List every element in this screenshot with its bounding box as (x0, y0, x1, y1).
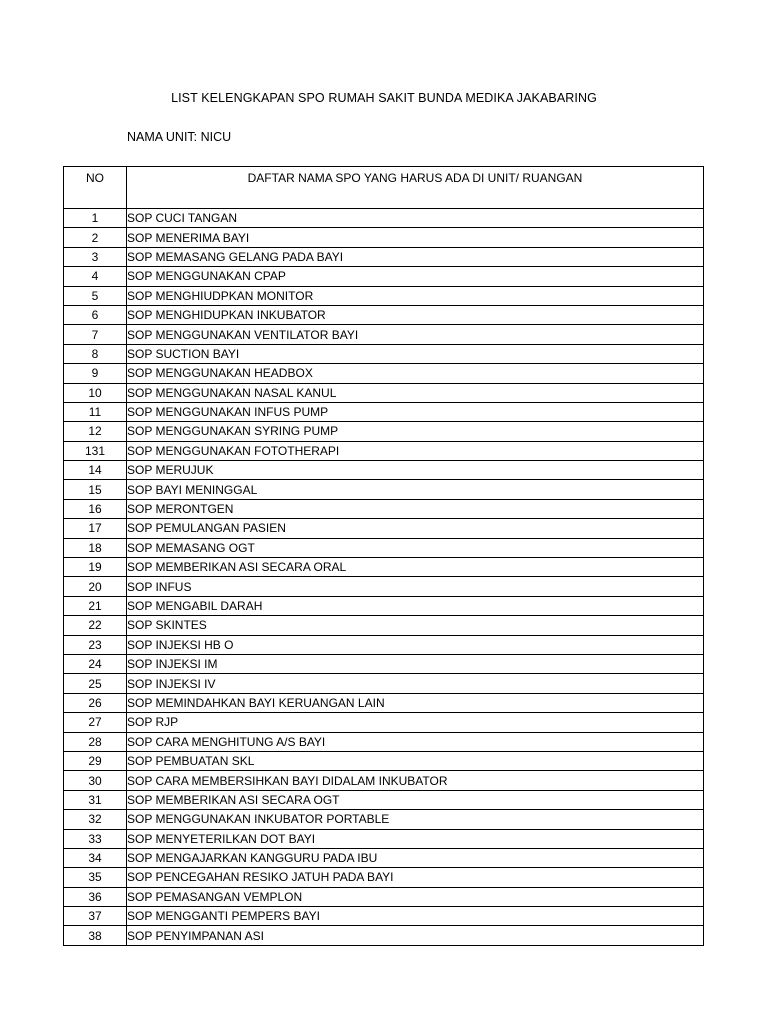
row-number: 25 (64, 674, 127, 693)
table-row (64, 286, 704, 305)
spo-name: SOP INJEKSI IM (127, 654, 704, 673)
spo-name: SOP SUCTION BAYI (127, 344, 704, 363)
row-number: 20 (64, 577, 127, 596)
spo-name: SOP MENGABIL DARAH (127, 596, 704, 615)
row-number: 3 (64, 247, 127, 266)
spo-name: SOP INJEKSI HB O (127, 635, 704, 654)
table-row (64, 693, 704, 712)
row-number: 17 (64, 519, 127, 538)
spo-name: SOP MENGAJARKAN KANGGURU PADA IBU (127, 848, 704, 867)
spo-table (63, 166, 704, 946)
table-row (64, 499, 704, 518)
row-number: 33 (64, 829, 127, 848)
spo-name: SOP PEMULANGAN PASIEN (127, 519, 704, 538)
row-number: 26 (64, 693, 127, 712)
table-row (64, 247, 704, 266)
spo-name: SOP MENGGUNAKAN SYRING PUMP (127, 422, 704, 441)
table-row (64, 596, 704, 615)
spo-name: SOP MEMASANG GELANG PADA BAYI (127, 247, 704, 266)
row-number: 24 (64, 654, 127, 673)
row-number: 14 (64, 461, 127, 480)
spo-name: SOP MENGHIDUPKAN INKUBATOR (127, 305, 704, 324)
table-row (64, 810, 704, 829)
row-number: 22 (64, 616, 127, 635)
row-number: 19 (64, 558, 127, 577)
row-number: 27 (64, 713, 127, 732)
spo-name: SOP BAYI MENINGGAL (127, 480, 704, 499)
table-row (64, 364, 704, 383)
spo-name: SOP MENGGUNAKAN HEADBOX (127, 364, 704, 383)
table-row (64, 461, 704, 480)
table-row (64, 577, 704, 596)
spo-name: SOP MENGGUNAKAN FOTOTHERAPI (127, 441, 704, 460)
table-row (64, 674, 704, 693)
table-row (64, 305, 704, 324)
table-row (64, 887, 704, 906)
table-header-row (64, 167, 704, 209)
spo-name: SOP MENGGUNAKAN INFUS PUMP (127, 402, 704, 421)
spo-name: SOP MERUJUK (127, 461, 704, 480)
row-number: 5 (64, 286, 127, 305)
table-row (64, 829, 704, 848)
row-number: 28 (64, 732, 127, 751)
table-row (64, 558, 704, 577)
unit-name: NAMA UNIT: NICU (127, 130, 232, 144)
row-number: 8 (64, 344, 127, 363)
spo-name: SOP MENGGUNAKAN INKUBATOR PORTABLE (127, 810, 704, 829)
spo-name: SOP MERONTGEN (127, 499, 704, 518)
spo-name: SOP CARA MENGHITUNG A/S BAYI (127, 732, 704, 751)
row-number: 16 (64, 499, 127, 518)
row-number: 38 (64, 926, 127, 945)
spo-name: SOP MEMBERIKAN ASI SECARA OGT (127, 790, 704, 809)
spo-name: SOP MENGGUNAKAN VENTILATOR BAYI (127, 325, 704, 344)
column-header-no: NO (64, 167, 127, 209)
table-row (64, 228, 704, 247)
row-number: 9 (64, 364, 127, 383)
row-number: 34 (64, 848, 127, 867)
row-number: 31 (64, 790, 127, 809)
row-number: 7 (64, 325, 127, 344)
row-number: 37 (64, 907, 127, 926)
spo-name: SOP MENGGUNAKAN NASAL KANUL (127, 383, 704, 402)
spo-name: SOP CUCI TANGAN (127, 209, 704, 228)
row-number: 2 (64, 228, 127, 247)
table-row (64, 654, 704, 673)
table-row (64, 383, 704, 402)
spo-name: SOP SKINTES (127, 616, 704, 635)
document-title: LIST KELENGKAPAN SPO RUMAH SAKIT BUNDA MEDIKA JAKABARING (171, 91, 597, 105)
spo-name: SOP MEMASANG OGT (127, 538, 704, 557)
table-row (64, 771, 704, 790)
table-row (64, 751, 704, 770)
table-row (64, 635, 704, 654)
row-number: 23 (64, 635, 127, 654)
table-row (64, 732, 704, 751)
spo-name: SOP INFUS (127, 577, 704, 596)
spo-name: SOP PENCEGAHAN RESIKO JATUH PADA BAYI (127, 868, 704, 887)
row-number: 29 (64, 751, 127, 770)
spo-name: SOP RJP (127, 713, 704, 732)
table-row (64, 519, 704, 538)
table-row (64, 422, 704, 441)
row-number: 35 (64, 868, 127, 887)
row-number: 131 (64, 441, 127, 460)
spo-name: SOP INJEKSI IV (127, 674, 704, 693)
column-header-spo-name: DAFTAR NAMA SPO YANG HARUS ADA DI UNIT/ RUANGAN (127, 167, 704, 209)
spo-name: SOP MENERIMA BAYI (127, 228, 704, 247)
row-number: 4 (64, 267, 127, 286)
table-row (64, 267, 704, 286)
row-number: 12 (64, 422, 127, 441)
table-row (64, 907, 704, 926)
spo-name: SOP MENGHIUDPKAN MONITOR (127, 286, 704, 305)
table-row (64, 926, 704, 945)
spo-name: SOP MENGGUNAKAN CPAP (127, 267, 704, 286)
spo-name: SOP PEMBUATAN SKL (127, 751, 704, 770)
table-row (64, 790, 704, 809)
spo-name: SOP MENGGANTI PEMPERS BAYI (127, 907, 704, 926)
spo-name: SOP CARA MEMBERSIHKAN BAYI DIDALAM INKUBATOR (127, 771, 704, 790)
table-body (64, 209, 704, 946)
row-number: 15 (64, 480, 127, 499)
table-row (64, 538, 704, 557)
row-number: 6 (64, 305, 127, 324)
spo-name: SOP PENYIMPANAN ASI (127, 926, 704, 945)
table-row (64, 402, 704, 421)
table-row (64, 209, 704, 228)
spo-name: SOP PEMASANGAN VEMPLON (127, 887, 704, 906)
table-row (64, 441, 704, 460)
row-number: 10 (64, 383, 127, 402)
table-row (64, 616, 704, 635)
table-row (64, 344, 704, 363)
table-row (64, 848, 704, 867)
row-number: 36 (64, 887, 127, 906)
row-number: 1 (64, 209, 127, 228)
row-number: 32 (64, 810, 127, 829)
table-row (64, 480, 704, 499)
spo-name: SOP MEMBERIKAN ASI SECARA ORAL (127, 558, 704, 577)
row-number: 21 (64, 596, 127, 615)
spo-name: SOP MEMINDAHKAN BAYI KERUANGAN LAIN (127, 693, 704, 712)
row-number: 30 (64, 771, 127, 790)
table-row (64, 868, 704, 887)
spo-name: SOP MENYETERILKAN DOT BAYI (127, 829, 704, 848)
row-number: 11 (64, 402, 127, 421)
row-number: 18 (64, 538, 127, 557)
table-row (64, 713, 704, 732)
table-row (64, 325, 704, 344)
